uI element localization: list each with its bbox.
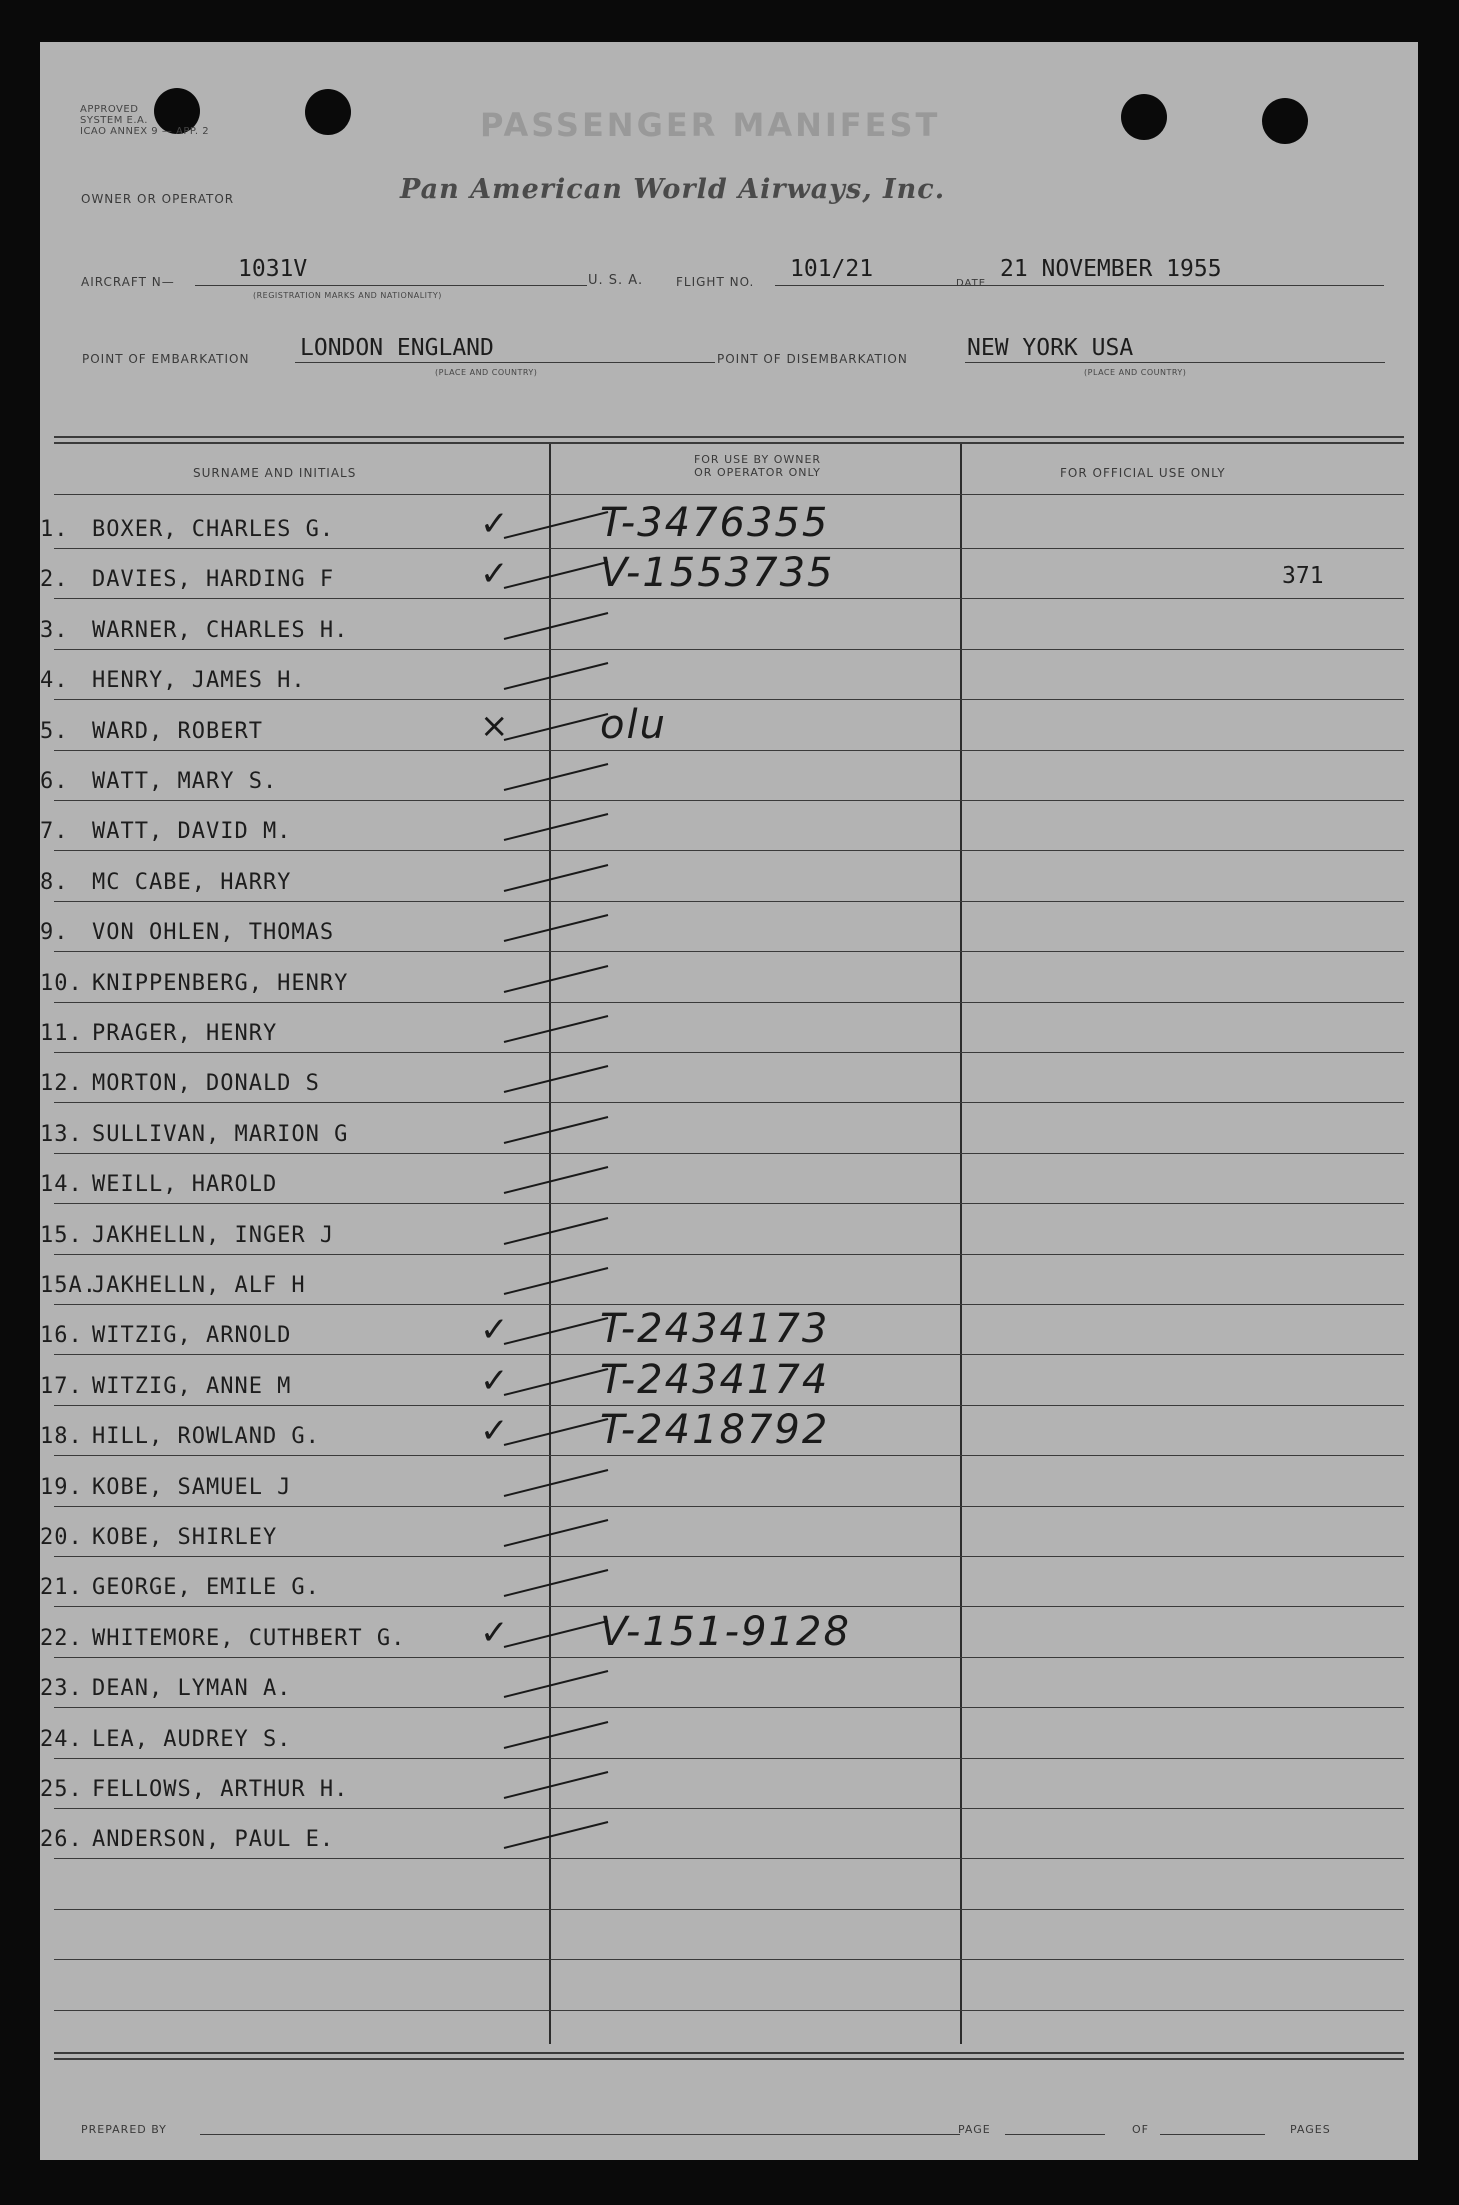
table-row [40, 1720, 1418, 1770]
airline-name: Pan American World Airways, Inc. [400, 174, 946, 205]
aircraft-underline [195, 285, 587, 286]
passenger-name-text: LEA, AUDREY S. [92, 1726, 292, 1752]
official-entry: 371 [1282, 563, 1324, 590]
passenger-name-text: WHITEMORE, CUTHBERT G. [92, 1625, 406, 1651]
passenger-name-text: KNIPPENBERG, HENRY [92, 970, 349, 996]
row-rule [54, 1758, 1404, 1759]
pages-label: PAGES [1290, 2123, 1331, 2136]
row-rule [54, 1002, 1404, 1003]
row-rule [54, 1556, 1404, 1557]
passenger-name-text: HILL, ROWLAND G. [92, 1424, 320, 1450]
table-top-rule-2 [54, 442, 1404, 444]
check-mark: × [480, 705, 509, 746]
table-row [40, 762, 1418, 812]
passenger-name-text: FELLOWS, ARTHUR H. [92, 1777, 349, 1802]
tally-stroke [498, 804, 618, 848]
date-value: 21 NOVEMBER 1955 [1000, 256, 1222, 282]
embark-value: LONDON ENGLAND [300, 335, 494, 361]
blank-rule [54, 1909, 1404, 1910]
passenger-name [40, 819, 291, 844]
row-rule [54, 1354, 1404, 1355]
table-row [40, 1518, 1418, 1568]
punch-hole [305, 89, 351, 135]
row-number: 11. [40, 1021, 83, 1046]
owner-entry: T-2418792 [600, 1407, 830, 1454]
disembark-sub: (PLACE AND COUNTRY) [1084, 368, 1187, 377]
row-number: 14. [40, 1172, 83, 1198]
passenger-name-text: JAKHELLN, ALF H [92, 1273, 306, 1298]
passenger-name [40, 1676, 291, 1701]
passenger-name [40, 1727, 291, 1752]
row-rule [54, 901, 1404, 902]
table-row [40, 550, 1418, 610]
tally-stroke [498, 1006, 618, 1050]
embark-sub: (PLACE AND COUNTRY) [435, 368, 538, 377]
row-number: 12. [40, 1071, 83, 1097]
row-number: 8. [40, 869, 69, 895]
row-number: 23. [40, 1676, 83, 1702]
row-number: 1. [40, 517, 69, 542]
table-bottom-rule-2 [54, 2058, 1404, 2060]
row-number: 6. [40, 769, 69, 794]
passenger-name [40, 769, 277, 794]
row-number: 15A. [40, 1273, 97, 1298]
row-rule [54, 750, 1404, 751]
table-row [40, 1669, 1418, 1719]
row-number: 9. [40, 920, 69, 946]
table-row [40, 701, 1418, 762]
owner-label: OWNER OR OPERATOR [81, 192, 235, 206]
row-rule [54, 1203, 1404, 1204]
passenger-name [40, 1374, 291, 1399]
row-rule [54, 1153, 1404, 1154]
table-top-rule [54, 436, 1404, 438]
row-rule [54, 1657, 1404, 1658]
owner-entry: V-151-9128 [600, 1608, 851, 1655]
form-title: PASSENGER MANIFEST [480, 106, 941, 144]
page-line [1005, 2134, 1105, 2135]
passenger-name [40, 1575, 320, 1600]
tally-stroke [498, 1712, 618, 1756]
row-rule [54, 1858, 1404, 1859]
row-number: 15. [40, 1222, 83, 1248]
passenger-name-text: HENRY, JAMES H. [92, 668, 306, 694]
disembark-value: NEW YORK USA [967, 335, 1134, 361]
passenger-name [40, 719, 263, 744]
row-rule [54, 1707, 1404, 1708]
aircraft-sub: (REGISTRATION MARKS AND NATIONALITY) [253, 291, 442, 300]
passenger-name [40, 1071, 320, 1096]
date-underline [992, 285, 1384, 286]
owner-entry: V-1553735 [600, 550, 835, 597]
of-line [1160, 2134, 1265, 2135]
owner-entry: T-2434174 [600, 1356, 830, 1403]
passenger-name-text: WARD, ROBERT [92, 718, 263, 744]
passenger-name-text: DEAN, LYMAN A. [92, 1676, 292, 1702]
prepared-by-label: PREPARED BY [81, 2123, 167, 2136]
row-number: 21. [40, 1575, 83, 1601]
row-number: 13. [40, 1121, 83, 1147]
tally-stroke [498, 905, 618, 949]
tally-stroke [498, 603, 618, 647]
passenger-name-text: MORTON, DONALD S [92, 1071, 320, 1097]
row-number: 18. [40, 1424, 83, 1450]
passenger-name-text: WITZIG, ARNOLD [92, 1323, 292, 1349]
tally-stroke [498, 1560, 618, 1604]
table-row [40, 1115, 1418, 1165]
row-number: 3. [40, 617, 69, 643]
passenger-name-text: PRAGER, HENRY [92, 1021, 278, 1046]
table-row [40, 1468, 1418, 1518]
disembark-underline [965, 362, 1385, 363]
row-rule [54, 649, 1404, 650]
passenger-name [40, 1223, 334, 1248]
aircraft-value: 1031V [238, 256, 308, 282]
passenger-name-text: KOBE, SAMUEL J [92, 1474, 292, 1500]
col-header-official: FOR OFFICIAL USE ONLY [1060, 466, 1226, 480]
table-row [40, 1216, 1418, 1266]
table-row [40, 1064, 1418, 1114]
flight-label: FLIGHT NO. [676, 275, 755, 289]
passenger-name [40, 1475, 291, 1500]
passenger-name-text: JAKHELLN, INGER J [92, 1222, 335, 1248]
check-mark: ✓ [480, 1360, 509, 1401]
passenger-name [40, 971, 348, 996]
passenger-name-text: WARNER, CHARLES H. [92, 617, 349, 643]
tally-stroke [498, 1208, 618, 1252]
row-number: 26. [40, 1827, 83, 1853]
passenger-name-text: WITZIG, ANNE M [92, 1373, 292, 1399]
owner-entry: olu [600, 701, 667, 748]
passenger-name-text: WATT, DAVID M. [92, 819, 292, 845]
row-number: 19. [40, 1474, 83, 1500]
check-mark: ✓ [480, 1411, 509, 1452]
tally-stroke [498, 754, 618, 798]
flight-value: 101/21 [790, 256, 874, 282]
tally-stroke [498, 653, 618, 697]
passenger-name [40, 870, 291, 895]
passenger-name-text: MC CABE, HARRY [92, 869, 292, 895]
usa-label: U. S. A. [588, 273, 644, 288]
table-row [40, 812, 1418, 862]
table-row [40, 964, 1418, 1014]
of-label: OF [1132, 2123, 1149, 2136]
aircraft-label: AIRCRAFT N— [81, 275, 175, 289]
passenger-name [40, 1777, 348, 1802]
tally-stroke [498, 855, 618, 899]
passenger-name [40, 517, 334, 542]
tally-stroke [498, 1107, 618, 1151]
disembark-label: POINT OF DISEMBARKATION [717, 352, 908, 366]
check-mark: ✓ [480, 554, 509, 595]
table-row [40, 1770, 1418, 1820]
table-row [40, 611, 1418, 661]
row-number: 25. [40, 1777, 83, 1802]
tally-stroke [498, 1157, 618, 1201]
row-rule [54, 1606, 1404, 1607]
row-rule [54, 548, 1404, 549]
check-mark: ✓ [480, 504, 509, 544]
manifest-sheet [40, 42, 1418, 2160]
row-rule [54, 1254, 1404, 1255]
row-rule [54, 1506, 1404, 1507]
table-row [40, 863, 1418, 913]
tally-stroke [498, 1812, 618, 1856]
row-number: 10. [40, 970, 83, 996]
table-row [40, 1820, 1418, 1870]
table-bottom-rule [54, 2052, 1404, 2054]
table-row [40, 1407, 1418, 1467]
row-rule [54, 598, 1404, 599]
row-rule [54, 1808, 1404, 1809]
passenger-name-text: WATT, MARY S. [92, 769, 278, 794]
punch-hole [1121, 94, 1167, 140]
prepared-by-line [200, 2134, 960, 2135]
row-number: 24. [40, 1726, 83, 1752]
row-rule [54, 1405, 1404, 1406]
passenger-name [40, 1273, 306, 1298]
tally-stroke [498, 1661, 618, 1705]
row-rule [54, 1052, 1404, 1053]
tally-stroke [498, 1762, 618, 1806]
passenger-name-text: GEORGE, EMILE G. [92, 1575, 320, 1601]
embark-label: POINT OF EMBARKATION [82, 352, 250, 366]
check-mark: ✓ [480, 1612, 509, 1653]
tally-stroke [498, 1258, 618, 1302]
passenger-name-text: ANDERSON, PAUL E. [92, 1827, 335, 1853]
col-header-name: SURNAME AND INITIALS [193, 466, 357, 480]
passenger-name-text: SULLIVAN, MARION G [92, 1121, 349, 1147]
passenger-name [40, 1525, 277, 1550]
passenger-name [40, 567, 334, 592]
page-label: PAGE [958, 2123, 991, 2136]
blank-rule [54, 2010, 1404, 2011]
passenger-name [40, 1122, 348, 1147]
row-number: 17. [40, 1373, 83, 1399]
row-number: 2. [40, 567, 69, 593]
tally-stroke [498, 956, 618, 1000]
passenger-name-text: BOXER, CHARLES G. [92, 517, 335, 542]
row-rule [54, 850, 1404, 851]
tally-stroke [498, 1056, 618, 1100]
owner-entry: T-3476355 [600, 500, 830, 546]
passenger-name [40, 1172, 277, 1197]
passenger-name [40, 1827, 334, 1852]
row-rule [54, 699, 1404, 700]
passenger-name-text: VON OHLEN, THOMAS [92, 920, 335, 946]
row-rule [54, 1102, 1404, 1103]
passenger-name-text: KOBE, SHIRLEY [92, 1525, 278, 1550]
owner-entry: T-2434173 [600, 1306, 830, 1353]
row-number: 20. [40, 1525, 83, 1550]
row-number: 4. [40, 668, 69, 694]
passenger-name [40, 668, 306, 693]
embark-underline [295, 362, 715, 363]
row-number: 5. [40, 718, 69, 744]
table-row [40, 1608, 1418, 1669]
passenger-name [40, 1323, 291, 1348]
passenger-name [40, 618, 348, 643]
passenger-name-text: WEILL, HAROLD [92, 1172, 278, 1198]
punch-hole [1262, 98, 1308, 144]
table-row [40, 1165, 1418, 1215]
passenger-name [40, 920, 334, 945]
check-mark: ✓ [480, 1310, 509, 1351]
passenger-name [40, 1424, 320, 1449]
blank-rule [54, 1959, 1404, 1960]
passenger-name [40, 1021, 277, 1046]
table-row [40, 1014, 1418, 1064]
table-row [40, 913, 1418, 963]
col-header-owner: FOR USE BY OWNER OR OPERATOR ONLY [693, 453, 822, 479]
row-rule [54, 1455, 1404, 1456]
date-label: DATE [956, 278, 987, 289]
tally-stroke [498, 1460, 618, 1504]
row-rule [54, 1304, 1404, 1305]
header-rule [54, 494, 1404, 495]
row-rule [54, 951, 1404, 952]
row-number: 16. [40, 1323, 83, 1349]
table-row [40, 661, 1418, 711]
tally-stroke [498, 1510, 618, 1554]
passenger-name-text: DAVIES, HARDING F [92, 567, 335, 593]
row-number: 7. [40, 819, 69, 845]
row-rule [54, 800, 1404, 801]
passenger-name [40, 1626, 405, 1651]
approval-stamp: APPROVED SYSTEM E.A. ICAO ANNEX 9 — APP. 2 [80, 104, 210, 137]
row-number: 22. [40, 1625, 83, 1651]
